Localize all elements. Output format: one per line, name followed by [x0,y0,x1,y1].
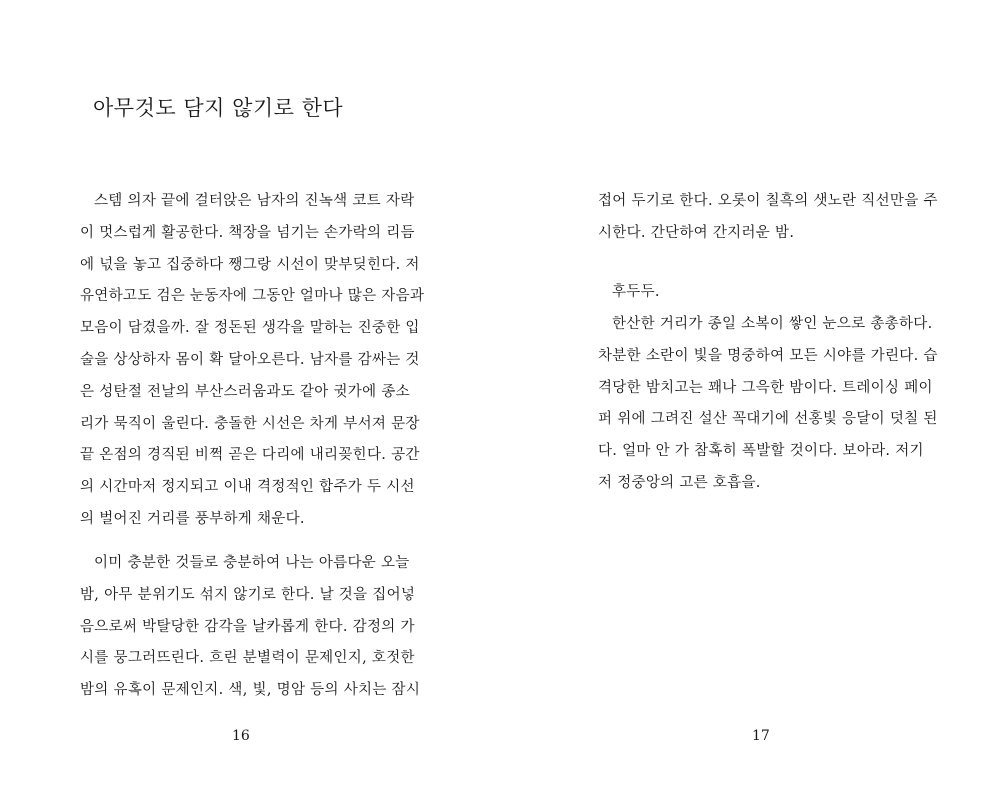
text-line: 의 벌어진 거리를 풍부하게 채운다. [80,510,305,527]
left-paragraph-2 [80,548,420,707]
text-line: 퍼 위에 그려진 설산 꼭대기에 선홍빛 응달이 덧칠 된 [598,411,938,428]
page-number-left: 16 [232,728,250,744]
text-line: 이 멋스럽게 활공한다. 책장을 넘기는 손가락의 리듬 [80,224,415,241]
chapter-title: 아무것도 담지 않기로 한다 [93,96,344,120]
text-line: 시한다. 간단하여 간지러운 밤. [598,224,795,241]
text-line: 술을 상상하자 몸이 확 달아오른다. 남자를 감싸는 것 [80,351,420,368]
text-line: 후두두. [612,284,660,300]
text-line: 시를 뭉그러뜨린다. 흐린 분별력이 문제인지, 호젓한 [80,650,415,667]
text-line: 차분한 소란이 빛을 명중하여 모든 시야를 가린다. 습 [598,347,938,364]
text-line: 밤의 유혹이 문제인지. 색, 빛, 명암 등의 사치는 잠시 [80,682,421,699]
text-line: 다. 얼마 안 가 참혹히 폭발할 것이다. 보아라. 저기 [598,443,924,460]
text-line: 저 정중앙의 고른 호흡을. [598,474,761,491]
text-line: 의 시간마저 정지되고 이내 격정적인 합주가 두 시선 [80,479,415,496]
text-line: 이미 충분한 것들로 충분하여 나는 아름다운 오늘 [94,555,410,571]
text-line: 끝 온점의 경직된 비쩍 곧은 다리에 내리꽂힌다. 공간 [80,447,420,464]
text-line: 스템 의자 끝에 걸터앉은 남자의 진녹색 코트 자락 [94,193,415,209]
text-line: 격당한 밤치고는 꽤나 그윽한 밤이다. 트레이싱 페이 [598,379,933,396]
text-line: 모음이 담겼을까. 잘 정돈된 생각을 말하는 진중한 입 [80,320,420,337]
right-paragraph-2 [598,277,660,309]
right-paragraph-3 [598,309,938,500]
text-line: 에 넋을 놓고 집중하다 쨍그랑 시선이 맞부딪힌다. 저 [80,256,420,273]
text-line: 접어 두기로 한다. 오롯이 칠흑의 샛노란 직선만을 주 [598,193,938,209]
text-line: 리가 묵직이 울린다. 충돌한 시선은 차게 부서져 문장 [80,415,420,432]
text-line: 한산한 거리가 종일 소복이 쌓인 눈으로 총총하다. [612,316,933,332]
page-number-right: 17 [752,728,770,744]
text-line: 음으로써 박탈당한 감각을 날카롭게 한다. 감정의 가 [80,618,415,635]
text-line: 밤, 아무 분위기도 섞지 않기로 한다. 날 것을 집어넣 [80,586,416,603]
text-line: 은 성탄절 전날의 부산스러움과도 같아 귓가에 종소 [80,383,410,400]
left-paragraph-1 [80,186,424,536]
right-paragraph-1 [598,186,938,250]
right-page [500,0,1000,801]
text-line: 유연하고도 검은 눈동자에 그동안 얼마나 많은 자음과 [80,288,425,305]
